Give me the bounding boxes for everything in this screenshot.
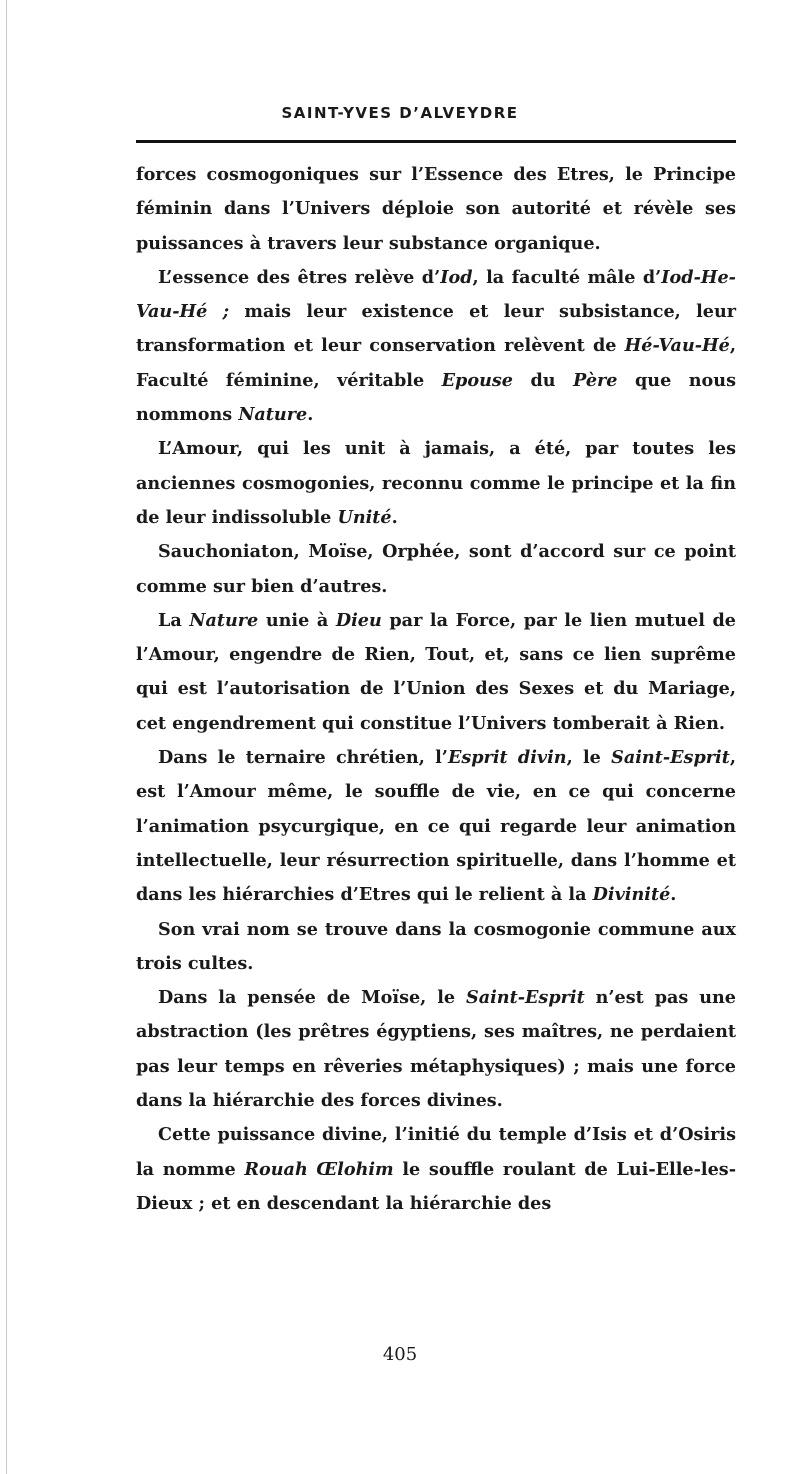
italic-text: Iod xyxy=(440,266,473,288)
paragraph xyxy=(136,741,736,912)
paragraph xyxy=(136,604,736,741)
italic-text: Hé-Vau-Hé xyxy=(624,335,730,357)
text-run: , la faculté mâle d’ xyxy=(472,266,662,288)
paragraph xyxy=(136,913,736,982)
text-run: Dans la pensée de Moïse, le xyxy=(158,987,466,1009)
paragraph xyxy=(136,158,736,261)
text-run: . xyxy=(391,506,398,528)
text-run: , le xyxy=(566,747,612,769)
italic-text: Saint-Esprit xyxy=(466,987,585,1009)
italic-text: Dieu xyxy=(335,609,382,631)
text-run: mais leur existence et leur subsistance, leur transformation et leur conservation relèvent de xyxy=(136,301,737,357)
text-run: . xyxy=(670,884,677,906)
italic-text: Esprit divin xyxy=(447,747,567,769)
text-run: . xyxy=(307,404,314,426)
text-run: par la Force, par le lien mutuel de l’Amour, engendre de Rien, Tout, et, sans ce lien suprême qui est l’autorisation de l’Union des Sexes et du Mariage, cet engendrement qui constitue l’Univers tomberait à Rien. xyxy=(136,609,736,734)
paragraph xyxy=(136,535,736,604)
text-run: Sauchoniaton, Moïse, Orphée, sont d’accord sur ce point comme sur bien d’autres. xyxy=(136,541,736,597)
text-run: La xyxy=(158,609,190,631)
running-header: SAINT-YVES D’ALVEYDRE xyxy=(281,104,519,122)
text-run: , est l’Amour même, le souffle de vie, en ce qui concerne l’animation psycurgique, en ce qui regarde leur animation intellectuelle, leur résurrection spirituelle, dans l’homme et dans les hiérarchies d’Etres qui le relient à la xyxy=(136,747,736,906)
paragraph xyxy=(136,261,736,432)
text-run: n’est pas une abstraction (les prêtres égyptiens, ses maîtres, ne perdaient pas leur temps en rêveries métaphysiques) ; mais une force dans la hiérarchie des forces divines. xyxy=(136,987,736,1112)
italic-text: Unité xyxy=(337,506,392,528)
body-text xyxy=(136,158,736,1221)
text-run: forces cosmogoniques sur l’Essence des Etres, le Principe féminin dans l’Univers déploie son autorité et révèle ses puissances à travers leur substance organique. xyxy=(136,164,736,254)
italic-text: Nature xyxy=(189,609,259,631)
text-run: unie à xyxy=(258,609,336,631)
italic-text: Iod-He-Vau-Hé ; xyxy=(136,266,736,323)
italic-text: Nature xyxy=(238,404,308,426)
text-run: Cette puissance divine, l’initié du temple d’Isis et d’Osiris la nomme xyxy=(136,1124,736,1180)
italic-text: Père xyxy=(573,369,618,391)
italic-text: Epouse xyxy=(441,369,513,391)
text-run: du xyxy=(512,369,574,391)
italic-text: Saint-Esprit xyxy=(611,747,730,769)
paragraph xyxy=(136,981,736,1118)
text-run: Son vrai nom se trouve dans la cosmogonie commune aux trois cultes. xyxy=(136,918,736,974)
text-run: le souffle roulant de Lui-Elle-les-Dieux ; et en descendant la hiérarchie des xyxy=(136,1158,736,1214)
header-rule xyxy=(136,140,736,143)
text-run: L’Amour, qui les unit à jamais, a été, par toutes les anciennes cosmogonies, reconnu comme le principe et la fin de leur indissoluble xyxy=(136,438,736,528)
page-number: 405 xyxy=(382,1344,418,1365)
text-run: L’essence des êtres relève d’ xyxy=(158,266,441,288)
text-run: que nous nommons xyxy=(136,369,736,426)
text-run: , Faculté féminine, véritable xyxy=(136,335,736,391)
italic-text: Rouah Œlohim xyxy=(244,1158,394,1180)
italic-text: Divinité xyxy=(592,884,671,906)
paragraph xyxy=(136,1118,736,1221)
paragraph xyxy=(136,432,736,535)
text-run: Dans le ternaire chrétien, l’ xyxy=(158,747,448,769)
page-edge-line xyxy=(6,0,7,1474)
